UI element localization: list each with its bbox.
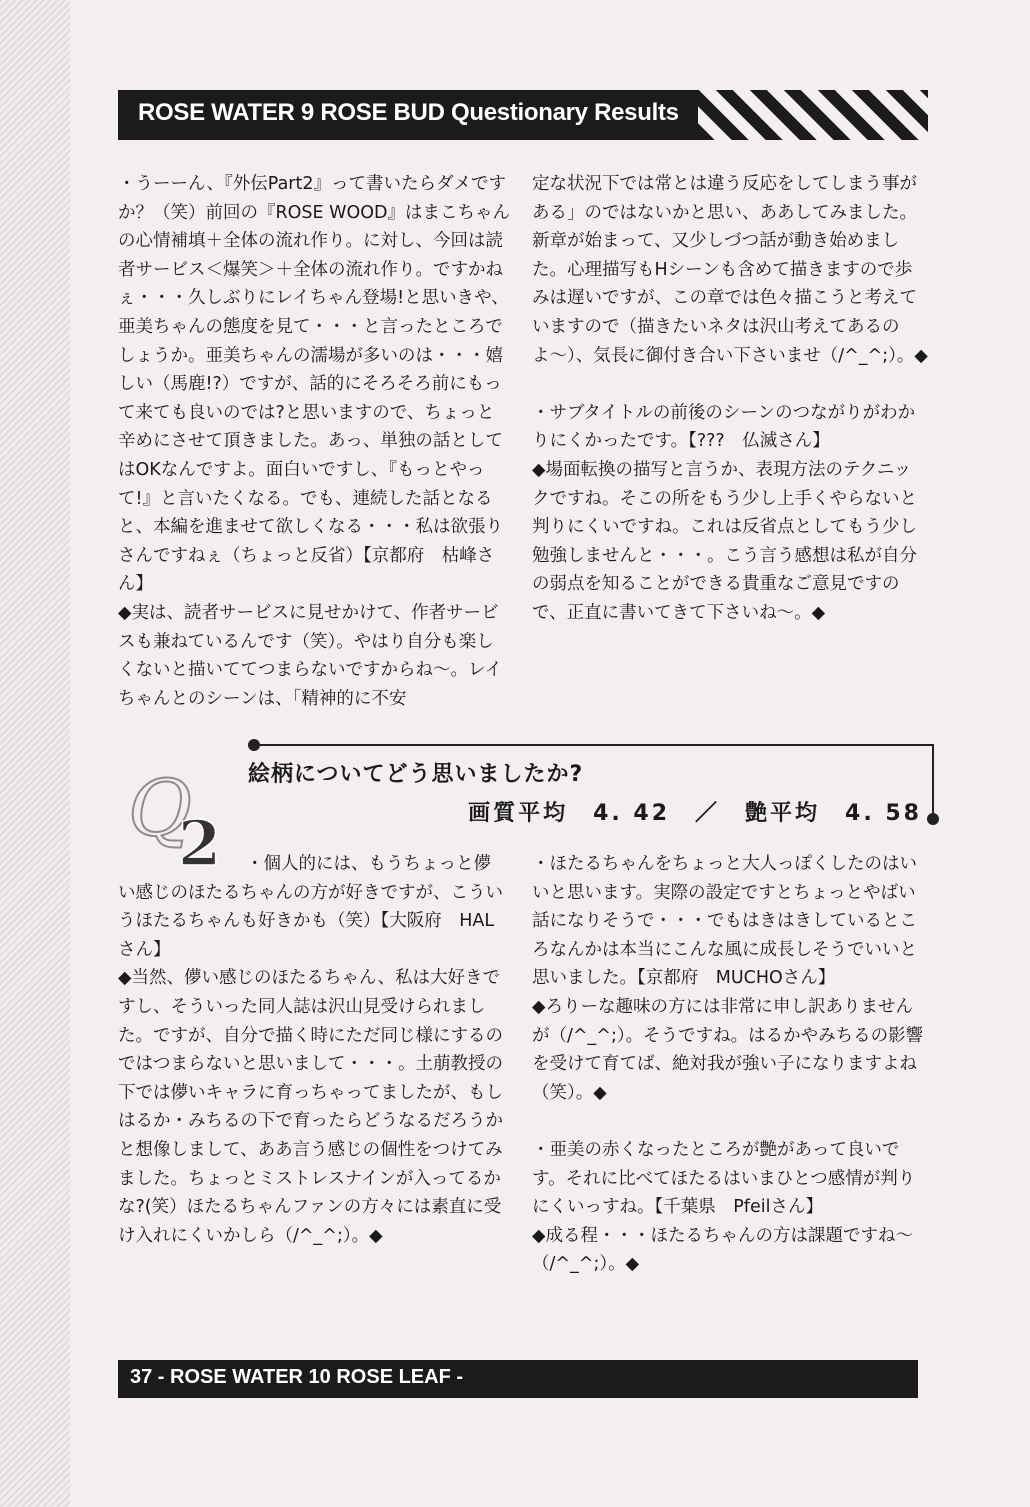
page-title: ROSE WATER 9 ROSE BUD Questionary Results [138,99,679,126]
header-stripes-decoration [698,90,928,140]
footer-text: 37 - ROSE WATER 10 ROSE LEAF - [130,1366,464,1388]
paper-edge-texture [0,0,70,1507]
question-rule-vertical [932,744,934,818]
section1-right-column: 定な状況下では常とは違う反応をしてしまう事がある」のではないかと思い、ああしてみました。新章が始まって、又少しづつ話が動き始めました。心理描写もHシーンも含めて描きますので歩みは遅いですが、この章では色々描こうと考えていますので（描きたいネタは沢山考えてあるのよ〜）、気長に御付き合い下さいませ（/^_^;）。◆ ・サブタイトルの前後のシーンのつながりがわかりにくかったです。【??? 仏滅さん】 ◆場面転換の描写と言うか、表現方法のテクニックですね。そこの所をもう少し上手くやらないと判りにくいですね。これは反省点としてもう少し勉強しませんと・・・。こう言う感想は私が自分の弱点を知ることができる貴重なご意見ですので、正直に書いてきて下さいね〜。◆ [532,174,928,623]
question-rule-horizontal [254,744,934,746]
q2-badge-number: 2 [178,807,222,880]
header-bar [118,90,928,140]
section1-left-column: ・うーーん、『外伝Part2』って書いたらダメですか？（笑）前回の『ROSE WOOD』はまこちゃんの心情補填＋全体の流れ作り。に対し、今回は読者サービス＜爆笑＞＋全体の流れ作り。ですかねぇ・・・久しぶりにレイちゃん登場!と思いきや、亜美ちゃんの態度を見て・・・と言ったところでしょうか。亜美ちゃんの濡場が多いのは・・・嬉しい（馬鹿!?）ですが、話的にそろそろ前にもって来ても良いのでは?と思いますので、ちょっと辛めにさせて頂きました。あっ、単独の話としてはOKなんですよ。面白いですし、『もっとやって!』と言いたくなる。でも、連続した話となると、本編を進ませて欲しくなる・・・私は欲張りさんですねぇ（ちょっと反省）【京都府 枯峰さん】 ◆実は、読者サービスに見せかけて、作者サービスも兼ねているんです（笑）。やはり自分も楽しくないと描いててつまらないですからね〜。レイちゃんとのシーンは、「精神的に不安 [118,174,510,709]
question2-left-column: ・個人的には、もうちょっと儚い感じのほたるちゃんの方が好きですが、こういうほたるちゃんも好きかも（笑）【大阪府 HALさん】 ◆当然、儚い感じのほたるちゃん、私は大好きですし、そういった同人誌は沢山見受けられました。ですが、自分で描く時にただ同じ様にするのではつまらないと思いまして・・・。土萠教授の下では儚いキャラに育っちゃってましたが、もしはるか・みちるの下で育ったらどうなるだろうかと想像しまして、ああ言う感じの個性をつけてみました。ちょっとミストレスナインが入ってるかな?(笑）ほたるちゃんファンの方々には素直に受け入れにくいかしら（/^_^;）。◆ [118,854,503,1246]
question-averages: 画質平均 4. 42 ／ 艶平均 4. 58 [468,801,922,826]
q2-badge-q: Q [128,765,192,854]
question-title: 絵柄についてどう思いましたか? [248,762,584,787]
rule-end-dot [927,813,939,825]
question2-right-column: ・ほたるちゃんをちょっと大人っぽくしたのはいいと思います。実際の設定ですとちょっとやばい話になりそうで・・・でもはきはきしているところなんかは本当にこんな風に成長しそうでいいと思いました。【京都府 MUCHOさん】 ◆ろりーな趣味の方には非常に申し訳ありませんが（/^_^;）。そうですね。はるかやみちるの影響を受けて育てば、絶対我が強い子になりますよね（笑）。◆ ・亜美の赤くなったところが艶があって良いです。それに比べてほたるはいまひとつ感情が判りにくいっすね。【千葉県 Pfeilさん】 ◆成る程・・・ほたるちゃんの方は課題ですね〜（/^_^;）。◆ [532,854,924,1275]
rule-start-dot [248,739,260,751]
footer-bar [118,1360,918,1398]
